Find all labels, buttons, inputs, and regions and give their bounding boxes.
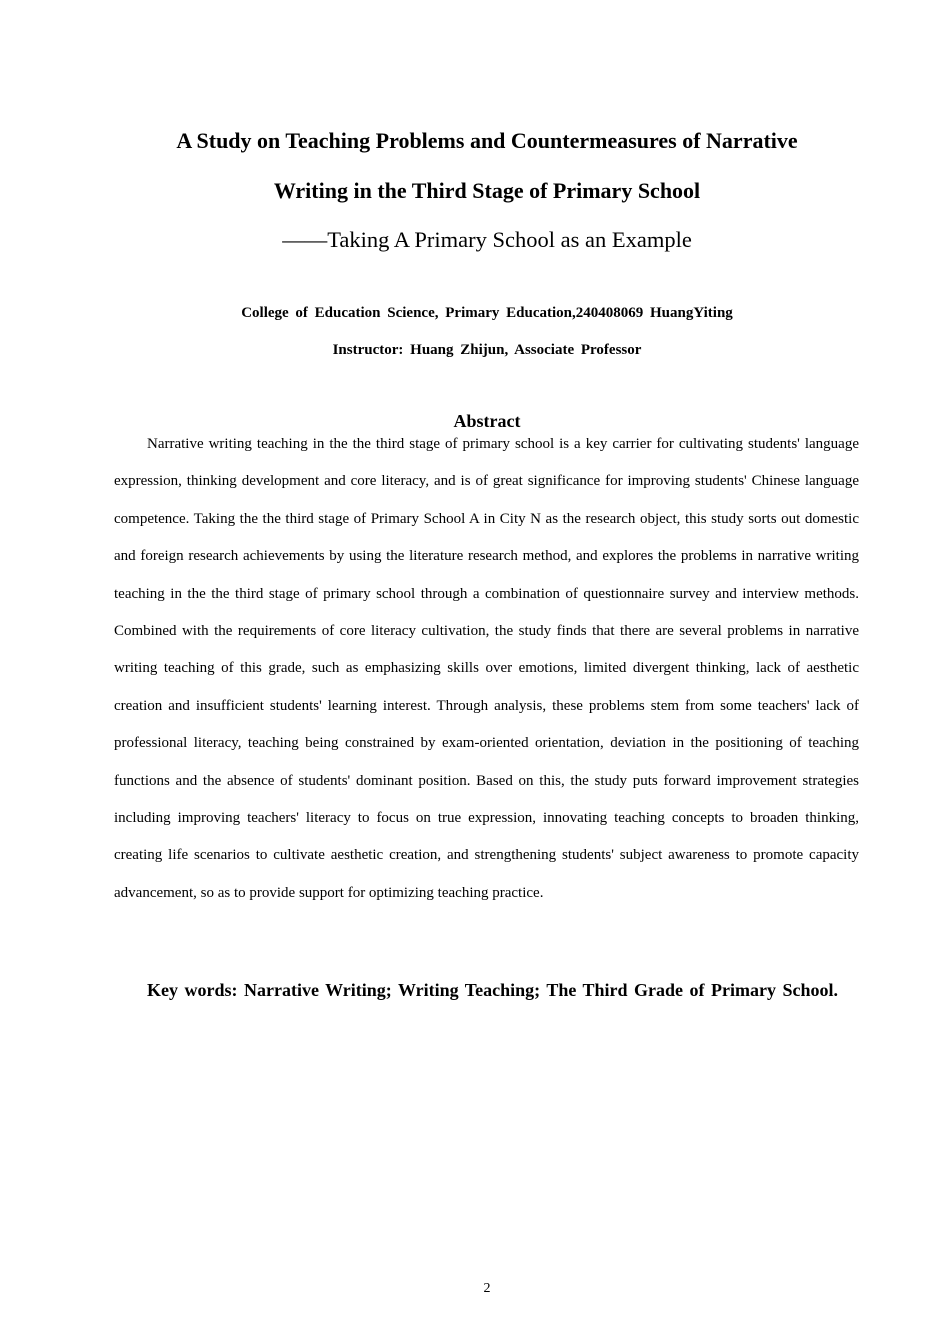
abstract-heading: Abstract bbox=[453, 411, 521, 431]
paper-title-line-1: A Study on Teaching Problems and Countermeasures of Narrative bbox=[176, 128, 798, 153]
keywords: Key words: Narrative Writing; Writing Teaching; The Third Grade of Primary School. bbox=[147, 980, 838, 1000]
author-line: College of Education Science, Primary Education,240408069 HuangYiting bbox=[241, 305, 733, 321]
paper-title-line-2: Writing in the Third Stage of Primary School bbox=[273, 178, 701, 203]
abstract-body: Narrative writing teaching in the the third stage of primary school is a key carrier for cultivating students' language expression, thinking development and core literacy, and is of great significance for improving students' Chinese language competence. Taking the the third stage of Primary School A in City N as the research object, this study sorts out domestic and foreign research achievements by using the literature research method, and explores the problems in narrative writing teaching in the the third stage of primary school through a combination of questionnaire survey and interview methods. Combined with the requirements of core literacy cultivation, the study finds that there are several problems in narrative writing teaching of this grade, such as emphasizing skills over emotions, limited divergent thinking, lack of aesthetic creation and insufficient students' learning interest. Through analysis, these problems stem from some teachers' lack of professional literacy, teaching being constrained by exam-oriented orientation, deviation in the positioning of teaching functions and the absence of students' dominant position. Based on this, the study puts forward improvement strategies including improving teachers' literacy to focus on true expression, innovating teaching concepts to broaden thinking, creating life scenarios to cultivate aesthetic creation, and strengthening students' subject awareness to promote capacity advancement, so as to provide support for optimizing teaching practice. bbox=[114, 436, 859, 901]
paper-subtitle: ——Taking A Primary School as an Example bbox=[282, 227, 692, 252]
instructor-line: Instructor: Huang Zhijun, Associate Professor bbox=[332, 342, 642, 358]
page-number: 2 bbox=[483, 1281, 491, 1296]
